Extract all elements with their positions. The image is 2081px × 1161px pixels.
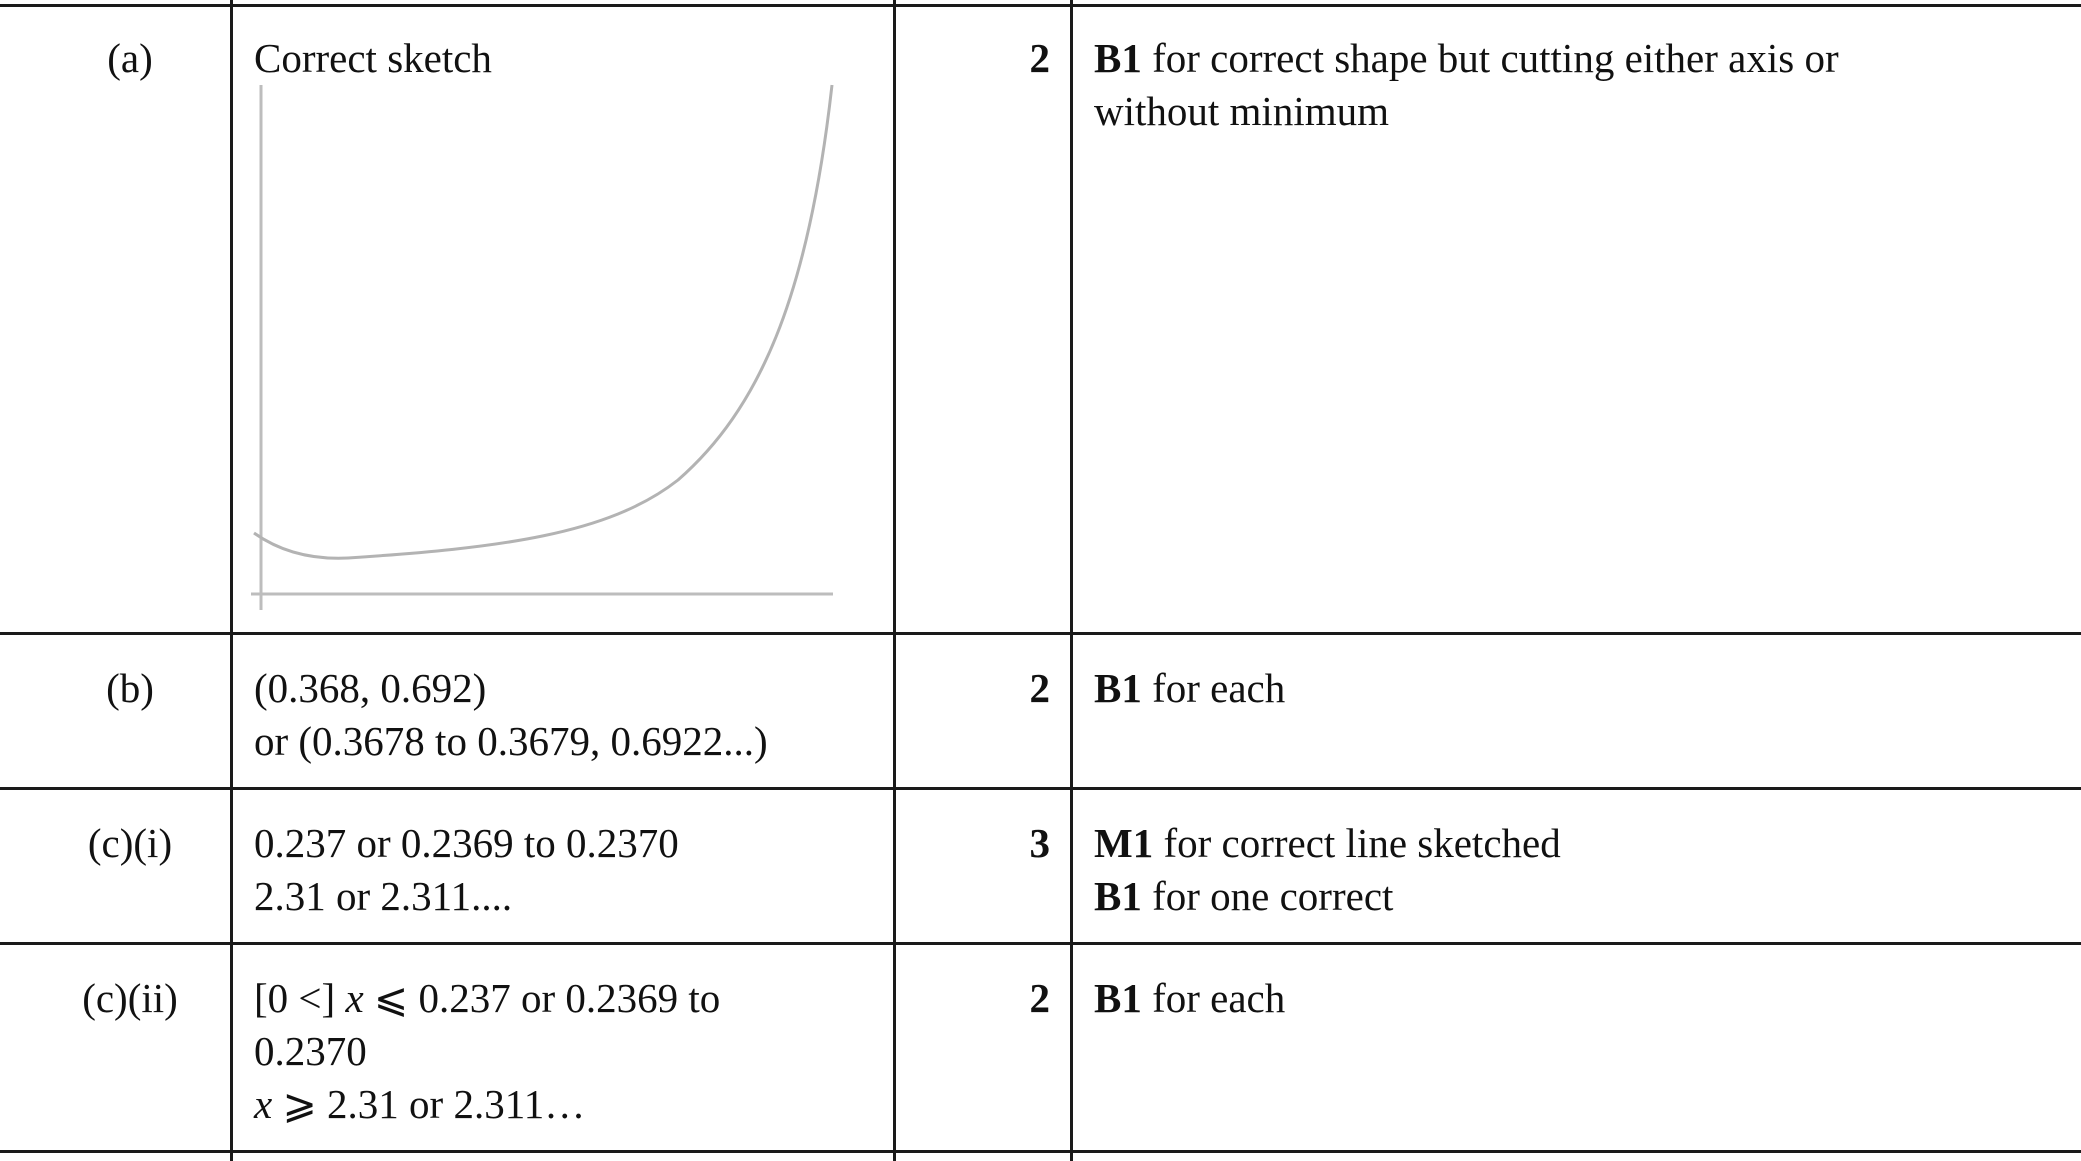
answer-cell (254, 662, 874, 768)
mark-code: B1 (1094, 35, 1142, 81)
guidance-text: for each (1141, 665, 1286, 711)
mark-code: M1 (1094, 820, 1154, 866)
mark-code: B1 (1094, 975, 1142, 1021)
mark-value: 2 (1029, 975, 1050, 1021)
guidance-line (1094, 662, 2054, 715)
answer-text: 0.237 or 0.2369 to 0.2370 (254, 820, 679, 866)
table-rule-bottom (0, 1150, 2081, 1153)
answer-text (254, 1078, 874, 1131)
part-label: (a) (107, 35, 153, 81)
guidance-cell (1094, 662, 2054, 715)
guidance-text: without minimum (1094, 88, 1389, 134)
variable-x: x (254, 1081, 273, 1127)
mark-value: 3 (1029, 820, 1050, 866)
table-rule-col-2 (893, 0, 896, 1161)
answer-text (254, 972, 874, 1025)
answer-text: (0.368, 0.692) (254, 665, 487, 711)
guidance-cell (1094, 32, 2054, 138)
part-label: (c)(ii) (82, 975, 178, 1021)
mark-code: B1 (1094, 873, 1142, 919)
answer-suffix: ⩽ 0.237 or 0.2369 to (363, 975, 721, 1021)
variable-x: x (345, 975, 364, 1021)
guidance-cell (1094, 972, 2054, 1025)
part-label: (c)(i) (87, 820, 173, 866)
sketch-curve (254, 85, 832, 558)
answer-prefix: [0 <] (254, 975, 346, 1021)
guidance-line (1094, 972, 2054, 1025)
table-rule-col-3 (1070, 0, 1073, 1161)
guidance-line (1094, 817, 2054, 870)
table-rule-row-ci (0, 942, 2081, 945)
mark-code: B1 (1094, 665, 1142, 711)
answer-suffix: ⩾ 2.31 or 2.311… (272, 1081, 586, 1127)
table-rule-row-a (0, 632, 2081, 635)
part-label: (b) (106, 665, 154, 711)
answer-cell (254, 32, 874, 85)
mark-value: 2 (1029, 665, 1050, 711)
sketch-graph (248, 80, 838, 615)
table-rule-top (0, 4, 2081, 7)
guidance-line (1094, 32, 2054, 85)
answer-cell (254, 817, 874, 923)
answer-text: Correct sketch (254, 35, 492, 81)
answer-cell (254, 972, 874, 1131)
guidance-text: for one correct (1141, 873, 1394, 919)
guidance-text: for each (1141, 975, 1286, 1021)
table-rule-col-1 (230, 0, 233, 1161)
table-rule-row-b (0, 787, 2081, 790)
guidance-text: for correct shape but cutting either axis or (1141, 35, 1839, 81)
answer-text: 0.2370 (254, 1028, 367, 1074)
answer-text: or (0.3678 to 0.3679, 0.6922...) (254, 718, 768, 764)
answer-text: 2.31 or 2.311.... (254, 873, 513, 919)
mark-value: 2 (1029, 35, 1050, 81)
guidance-text: for correct line sketched (1153, 820, 1561, 866)
guidance-line (1094, 870, 2054, 923)
guidance-cell (1094, 817, 2054, 923)
guidance-line (1094, 85, 2054, 138)
